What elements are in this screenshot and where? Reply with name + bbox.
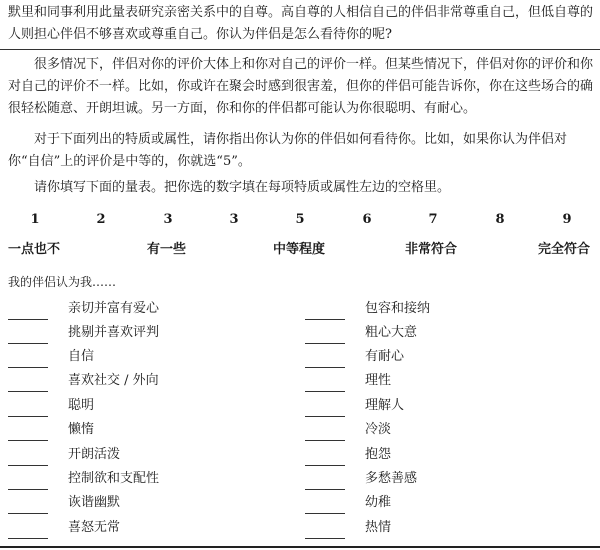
scale-number: 7 [428, 212, 438, 227]
list-item [8, 298, 159, 320]
rating-blank[interactable] [305, 475, 345, 490]
lead-text: 我的伴侣认为我…… [8, 275, 117, 289]
list-item [305, 517, 391, 539]
rating-blank[interactable] [8, 451, 48, 466]
list-item [8, 322, 159, 344]
paragraph-example: 对于下面列出的特质或属性，请你指出你认为你的伴侣如何看待你。比如，如果你认为伴侣对你“自信”上的评价是中等的，你就选“5”。 [8, 132, 568, 169]
scale-number: 3 [229, 212, 239, 227]
rating-blank[interactable] [305, 451, 345, 466]
rating-blank[interactable] [8, 524, 48, 539]
list-item [8, 419, 94, 441]
scale-number: 6 [362, 212, 372, 227]
list-item [305, 492, 391, 514]
rating-blank[interactable] [305, 426, 345, 441]
list-item [305, 395, 404, 417]
list-item [305, 468, 417, 490]
trait-label: 抱怨 [365, 447, 392, 462]
trait-label: 有耐心 [365, 349, 405, 364]
rating-blank[interactable] [305, 329, 345, 344]
list-item [8, 395, 94, 417]
trait-label: 喜欢社交 / 外向 [68, 373, 159, 388]
paragraph-context: 很多情况下，伴侣对你的评价大体上和你对自己的评价一样。但某些情况下，伴侣对你的评价和你对自己的评价不一样。比如，你或许在聚会时感到很害羞，但你的伴侣可能告诉你，你在这些场合的确很轻松随意、开朗坦诚。另一方面，你和你的伴侣都可能认为你很聪明、有耐心。 [8, 57, 594, 116]
list-item [8, 370, 159, 392]
scale-number: 9 [562, 212, 572, 227]
trait-label: 理解人 [365, 398, 405, 413]
trait-label: 多愁善感 [365, 471, 418, 486]
trait-label: 理性 [365, 373, 392, 388]
scale-number: 8 [495, 212, 505, 227]
scale-label-moderate: 中等程度 [273, 242, 326, 257]
trait-label: 粗心大意 [365, 325, 418, 340]
rating-blank[interactable] [8, 305, 48, 320]
rating-blank[interactable] [305, 377, 345, 392]
list-item [305, 419, 391, 441]
rating-blank[interactable] [305, 353, 345, 368]
bottom-divider [0, 546, 600, 548]
rating-blank[interactable] [8, 499, 48, 514]
scale-label-very: 非常符合 [405, 242, 458, 257]
intro-text: 默里和同事利用此量表研究亲密关系中的自尊。高自尊的人相信自己的伴侣非常尊重自己，但低自尊的人则担心伴侣不够喜欢或尊重自己。你认为伴侣是怎么看待你的呢? [8, 5, 594, 42]
rating-blank[interactable] [305, 402, 345, 417]
trait-label: 自信 [68, 349, 95, 364]
list-item [305, 444, 391, 466]
scale-label-completely: 完全符合 [538, 242, 591, 257]
trait-label: 幼稚 [365, 495, 392, 510]
list-item [305, 370, 391, 392]
trait-label: 懒惰 [68, 422, 95, 437]
rating-blank[interactable] [8, 475, 48, 490]
scale-label-somewhat: 有一些 [147, 242, 187, 257]
trait-label: 聪明 [68, 398, 95, 413]
list-item [305, 322, 417, 344]
scale-number: 2 [96, 212, 106, 227]
rating-blank[interactable] [8, 353, 48, 368]
rating-blank[interactable] [8, 426, 48, 441]
scale-number: 5 [295, 212, 305, 227]
list-item [8, 517, 120, 539]
list-item [305, 298, 430, 320]
list-item [8, 346, 94, 368]
trait-label: 热情 [365, 520, 392, 535]
rating-blank[interactable] [305, 524, 345, 539]
list-item [8, 468, 159, 490]
rating-blank[interactable] [305, 499, 345, 514]
trait-label: 控制欲和支配性 [68, 471, 160, 486]
trait-label: 包容和接纳 [365, 301, 431, 316]
list-item [8, 492, 120, 514]
paragraph-instruction: 请你填写下面的量表。把你选的数字填在每项特质或属性左边的空格里。 [34, 180, 451, 195]
scale-number: 3 [163, 212, 173, 227]
section-divider [0, 49, 600, 50]
list-item [8, 444, 120, 466]
trait-label: 诙谐幽默 [68, 495, 121, 510]
trait-label: 亲切并富有爱心 [68, 301, 160, 316]
trait-label: 冷淡 [365, 422, 392, 437]
list-item [305, 346, 404, 368]
rating-blank[interactable] [8, 402, 48, 417]
scale-number: 1 [30, 212, 40, 227]
trait-label: 喜怒无常 [68, 520, 121, 535]
rating-blank[interactable] [8, 329, 48, 344]
trait-label: 开朗活泼 [68, 447, 121, 462]
rating-blank[interactable] [305, 305, 345, 320]
scale-label-not-at-all: 一点也不 [8, 242, 61, 257]
trait-label: 挑剔并喜欢评判 [68, 325, 160, 340]
rating-blank[interactable] [8, 377, 48, 392]
